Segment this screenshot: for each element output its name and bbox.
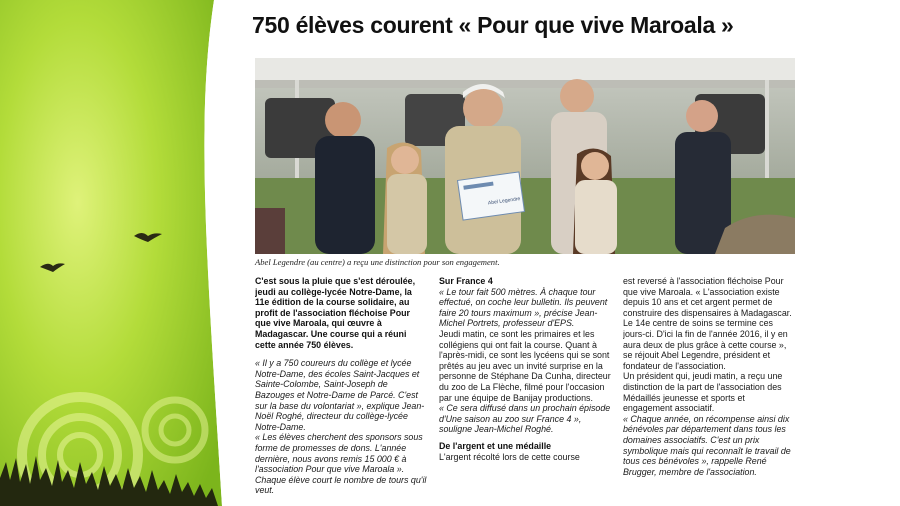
cheque-text: Abel Legendre xyxy=(487,195,521,207)
article-photo xyxy=(255,58,795,254)
article-column-1 xyxy=(255,276,427,498)
paragraph: L'argent récolté lors de cette course xyxy=(439,451,580,462)
paragraph: Jeudi matin, ce sont les primaires et les collégiens qui ont fait la course. Quant à l'après-midi, ce sont les lycéens qui se sont prêtés au jeu avec un invité surprise en la personne de Stéphane Da Cunha, directeur du zoo de La Flèche, filmé pour l'occasion par une équipe de Banijay productions. xyxy=(439,328,611,403)
paragraph: est reversé à l'association fléchoise Pour que vive Maroala. « L'association existe depuis 10 ans et cet argent permet de construire des dispensaires à Madagascar. Le 14e centre de soins se termine ces jours-ci. D'ici la fin de l'année 2016, il y en aura deux de plus grâce à cette course », se réjouit Abel Legendre, président et fondateur de l'association. xyxy=(623,276,792,371)
newspaper-article xyxy=(252,10,800,500)
decorative-green-panel xyxy=(0,0,236,506)
paragraph: « Ce sera diffusé dans un prochain épisode d'Une saison au zoo sur France 4 », souligne Jean-Michel Roghé. xyxy=(439,403,611,435)
paragraph: « Il y a 750 coureurs du collège et lycée Notre-Dame, des écoles Saint-Jacques et Sainte-Colombe, Saint-Joseph de Bazouges et Notre-Dame de Parcé. C'est sur la base du volontariat », explique Jean-Noël Roghé, directeur du collège-lycée Notre-Dame. xyxy=(255,358,425,432)
subheading: De l'argent et une médaille xyxy=(439,440,552,451)
photo-caption: Abel Legendre (au centre) a reçu une distinction pour son engagement. xyxy=(255,257,500,267)
paragraph: Un président qui, jeudi matin, a reçu une distinction de la part de l'association des Médaillés jeunesse et sports et engagement associatif. xyxy=(623,371,783,414)
article-headline: 750 élèves courent « Pour que vive Maroala » xyxy=(252,12,734,38)
article-column-2 xyxy=(439,276,611,498)
green-background-art xyxy=(0,0,236,506)
ceremony-photo-illustration xyxy=(255,58,795,254)
paragraph: « Les élèves cherchent des sponsors sous forme de promesses de dons. L'année dernière, nous avons remis 15 000 € à l'association Pour que vive Maroala ». Chaque élève court le nombre de tours qu'il veut. xyxy=(255,432,427,496)
subheading: Sur France 4 xyxy=(439,276,493,286)
presentation-cheque xyxy=(458,172,525,220)
paragraph: « Chaque année, on récompense ainsi dix bénévoles par département dans tous les domaines associatifs. C'est un prix symbolique mais qui reconnaît le travail de tous ces bénévoles », rappelle René Brugger, membre de l'association. xyxy=(623,413,791,477)
article-column-3 xyxy=(623,276,795,498)
paragraph: « Le tour fait 500 mètres. À chaque tour effectué, on coche leur bulletin. Ils peuvent faire 20 tours maximum », précise Jean-Michel Portrets, professeur d'EPS. xyxy=(439,286,608,329)
article-lead: C'est sous la pluie que s'est déroulée, jeudi au collège-lycée Notre-Dame, la 11e édition de la course solidaire, au profit de l'association fléchoise Pour que vive Maroala, qui œuvre à Madagascar. Une course qui a réuni cette année 750 élèves. xyxy=(255,276,416,350)
